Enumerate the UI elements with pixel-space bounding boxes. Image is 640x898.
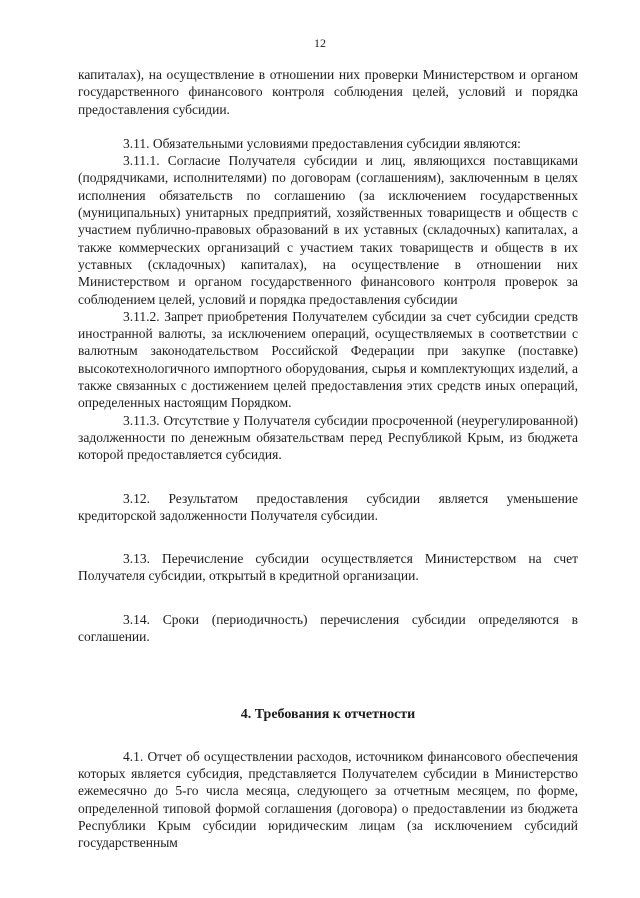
paragraph-3-13: 3.13. Перечисление субсидии осуществляется Министерством на счет Получателя субсидии, открытый в кредитной организации. — [78, 551, 578, 584]
paragraph-4-1: 4.1. Отчет об осуществлении расходов, источником финансового обеспечения которых является субсидия, представляется Получателем субсидии в Министерство ежемесячно до 5-го числа месяца, следующего за отчетным месяцем, по форме, определенной типовой формой соглашения (договора) о предоставлении из бюджета Республики Крым субсидии юридическим лицам (за исключением субсидий государственным — [78, 748, 578, 851]
page-number: 12 — [314, 36, 326, 50]
paragraph-3-11-1: 3.11.1. Согласие Получателя субсидии и лиц, являющихся поставщиками (подрядчиками, исполнителями) по договорам (соглашениям), заключенным в целях исполнения обязательств по соглашению (за исключением государственных (муниципальных) унитарных предприятий, хозяйственных товариществ и обществ с участием публично-правовых образований в их уставных (складочных) капиталах, а также коммерческих организаций с участием таких товариществ и обществ в их уставных (складочных) капиталах), на осуществление в отношении них Министерством и органом государственного финансового контроля проверок за соблюдением целей, условий и порядка предоставления субсидии — [78, 153, 578, 307]
paragraph-continuation: капиталах), на осуществление в отношении них проверки Министерством и органом государственного финансового контроля соблюдения целей, условий и порядка предоставления субсидии. — [78, 67, 578, 117]
document-body — [78, 66, 578, 851]
paragraph-3-11-3: 3.11.3. Отсутствие у Получателя субсидии просроченной (неурегулированной) задолженности по денежным обязательствам перед Республикой Крым, из бюджета которой предоставляется субсидия. — [78, 412, 578, 463]
paragraph-3-11: 3.11. Обязательными условиями предоставления субсидии являются: — [123, 135, 521, 151]
section-heading: 4. Требования к отчетности — [240, 707, 416, 723]
paragraph-3-12: 3.12. Результатом предоставления субсидии является уменьшение кредиторской задолженности Получателя субсидии. — [78, 490, 578, 523]
paragraph-3-11-2: 3.11.2. Запрет приобретения Получателем субсидии за счет субсидии средств иностранной валюты, за исключением операций, осуществляемых в соответствии с валютным законодательством Российской Федерации при закупке (поставке) высокотехнологичного импортного оборудования, сырья и комплектующих изделий, а также связанных с достижением целей предоставления этих средств иных операций, определенных настоящим Порядком. — [78, 308, 578, 411]
paragraph-3-14: 3.14. Сроки (периодичность) перечисления субсидии определяются в соглашении. — [78, 611, 578, 645]
